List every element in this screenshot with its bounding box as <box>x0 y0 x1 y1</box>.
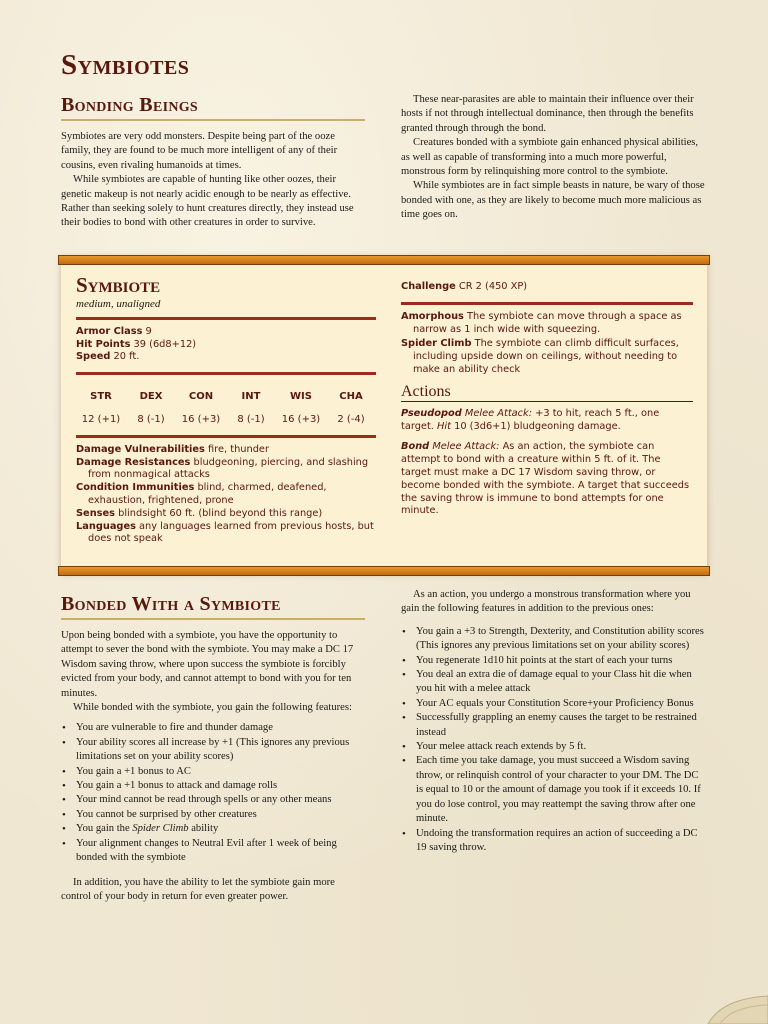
ability-scores <box>76 391 376 427</box>
list-item: • You cannot be surprised by other creatures <box>76 808 365 822</box>
divider <box>401 302 693 305</box>
paragraph: While symbiotes are capable of hunting like other oozes, their genetic makeup is not nearly acidic enough to be nearly as effective. Rather than seeking solely to hunt creatures directly, they instead use their bodies to bond with other creatures in order to survive. <box>61 174 354 229</box>
stat-block-bottom-border <box>58 566 710 576</box>
paragraph: Creatures bonded with a symbiote gain enhanced physical abilities, as well as capable of transforming into a much more powerful, monstrous form by relinquishing more control to the symbiote. <box>401 137 699 178</box>
intro-right-column <box>401 93 707 223</box>
ability-str: STR 12 (+1) <box>81 391 121 425</box>
stat-block-left-column <box>76 273 376 546</box>
list-item: • Undoing the transformation requires an action of succeeding a DC 19 saving throw. <box>416 827 707 856</box>
list-item: • Successfully grappling an enemy causes the target to be restrained instead <box>416 711 707 740</box>
page-corner-ornament <box>698 984 768 1024</box>
list-item: • You deal an extra die of damage equal to your Class hit die when you hit with a melee attack <box>416 668 707 697</box>
stat-block-right-column <box>401 281 693 520</box>
ability-int: INT 8 (-1) <box>237 391 265 425</box>
ability-dex: DEX 8 (-1) <box>137 391 165 425</box>
damage-resistances: Damage Resistances bludgeoning, piercing, and slashing from nonmagical attacks <box>76 456 369 481</box>
list-item: • Each time you take damage, you must succeed a Wisdom saving throw, or relinquish control of your character to your DM. The DC is equal to 10 or the amount of damage you took if it exceeds 10. If you do lose control, you may reattempt the saving throw after one minute. <box>416 754 707 826</box>
stat-block-top-border <box>58 255 710 265</box>
divider <box>76 372 376 375</box>
condition-immunities: Condition Immunities blind, charmed, deafened, exhaustion, frightened, prone <box>76 482 327 506</box>
paragraph: Upon being bonded with a symbiote, you have the opportunity to attempt to sever the bond with the symbiote. You may make a DC 17 Wisdom saving throw, where upon success the symbiote is forcibly evicted from your body, and cannot attempt to bond with you for ten minutes. <box>61 630 354 699</box>
stat-block <box>61 257 707 574</box>
list-item: • Your melee attack reach extends by 5 ft. <box>416 740 707 754</box>
armor-class: Armor Class 9 <box>76 325 152 337</box>
bonded-feature-list <box>61 721 365 865</box>
action-pseudopod: Pseudopod Melee Attack: +3 to hit, reach 5 ft., one target. Hit 10 (3d6+1) bludgeoning damage. <box>401 407 660 432</box>
speed: Speed 20 ft. <box>76 351 140 363</box>
section-heading-bonding-beings: Bonding Beings <box>61 94 365 121</box>
hit-points: Hit Points 39 (6d8+12) <box>76 338 197 350</box>
page-title: Symbiotes <box>61 49 190 81</box>
action-bond: Bond Melee Attack: As an action, the symbiote can attempt to bond with a creature within 5 ft. of it. The target must make a DC 17 Wisdom saving throw, or become bonded with the symbiote. A target that succeeds the saving throw is immune to bond attempts for one minute. <box>401 441 690 517</box>
paragraph: While bonded with the symbiote, you gain the following features: <box>73 702 352 714</box>
transformation-right-column <box>401 588 707 855</box>
divider <box>76 317 376 320</box>
list-item: • Your alignment changes to Neutral Evil after 1 week of being bonded with the symbiote <box>76 837 365 866</box>
trait-spider-climb: Spider Climb The symbiote can climb difficult surfaces, including upside down on ceilings, without needing to make an ability check <box>401 338 679 375</box>
paragraph: In addition, you have the ability to let the symbiote gain more control of your body in return for even greater power. <box>61 876 335 902</box>
bonded-left-column <box>61 593 365 904</box>
damage-vulnerabilities: Damage Vulnerabilities fire, thunder <box>76 443 269 455</box>
list-item: • You are vulnerable to fire and thunder damage <box>76 721 365 735</box>
actions-heading: Actions <box>401 383 693 402</box>
list-item: • Your ability scores all increase by +1 (This ignores any previous limitations set on your ability scores) <box>76 736 365 765</box>
ability-con: CON 16 (+3) <box>181 391 221 425</box>
list-item: • You gain the Spider Climb ability <box>76 822 365 836</box>
intro-left-column <box>61 94 365 231</box>
trait-amorphous: Amorphous The symbiote can move through a space as narrow as 1 inch wide with squeezing. <box>401 310 682 335</box>
paragraph: As an action, you undergo a monstrous transformation where you gain the following features in addition to the previous ones: <box>401 589 691 615</box>
list-item: • You gain a +1 bonus to AC <box>76 765 365 779</box>
languages: Languages any languages learned from previous hosts, but does not speak <box>76 520 374 545</box>
list-item: • You gain a +1 bonus to attack and damage rolls <box>76 779 365 793</box>
senses: Senses blindsight 60 ft. (blind beyond this range) <box>76 507 323 519</box>
transformation-feature-list <box>401 625 707 856</box>
divider <box>76 435 376 438</box>
list-item: • You regenerate 1d10 hit points at the start of each your turns <box>416 654 707 668</box>
list-item: • You gain a +3 to Strength, Dexterity, and Constitution ability scores (This ignores any previous limitations set on your ability scores) <box>416 625 707 654</box>
monster-type: medium, unaligned <box>76 298 161 310</box>
paragraph: While symbiotes are in fact simple beasts in nature, be wary of those bonded with one, as they are likely to become much more malicious as time goes on. <box>401 180 705 221</box>
list-item: • Your mind cannot be read through spells or any other means <box>76 793 365 807</box>
paragraph: Symbiotes are very odd monsters. Despite being part of the ooze family, they are found to be much more intelligent of any of their cousins, even rivaling humanoids at times. <box>61 131 338 171</box>
list-item: • Your AC equals your Constitution Score+your Proficiency Bonus <box>416 697 707 711</box>
section-heading-bonded: Bonded With a Symbiote <box>61 593 365 620</box>
ability-cha: CHA 2 (-4) <box>337 391 365 425</box>
ability-wis: WIS 16 (+3) <box>281 391 321 425</box>
monster-name: Symbiote <box>76 273 161 297</box>
challenge: Challenge CR 2 (450 XP) <box>401 281 528 292</box>
paragraph: These near-parasites are able to maintain their influence over their hosts if not through intellectual dominance, then through the benefits granted through through the bond. <box>401 94 694 134</box>
